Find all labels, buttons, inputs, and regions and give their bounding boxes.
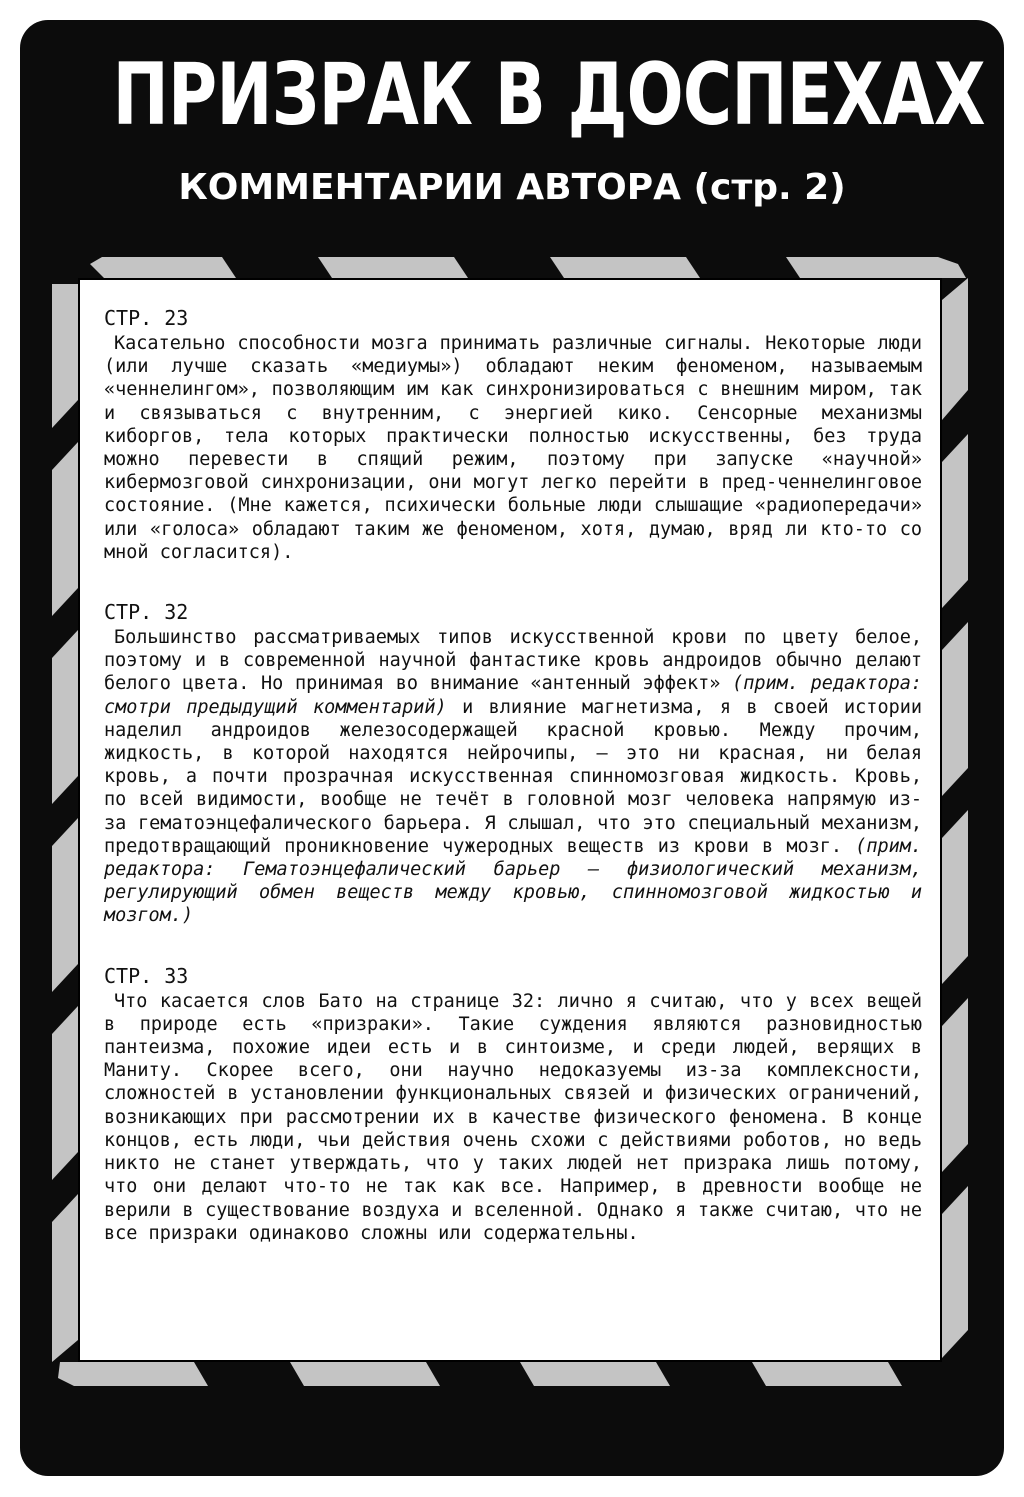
comment-page-33 (104, 964, 922, 1245)
top-stripes (90, 257, 966, 278)
right-stripes (942, 278, 968, 1358)
comment-paragraph (104, 626, 922, 928)
comment-paragraph: Касательно способности мозга принимать различные сигналы. Некоторые люди (или лучше сказать «медиумы») обладают неким феноменом, называемым «ченнелингом», позволяющим им как синхронизироваться с внешним миром, так и связываться с внутренним, с энергией кико. Сенсорные механизмы киборгов, тела которых практически полностью искусственны, без труда можно перевести в спящий режим, поэтому при запуске «научной» кибермозговой синхронизации, они могут легко перейти в пред-ченнелинговое состояние. (Мне кажется, психически больные люди слышащие «радиопередачи» или «голоса» обладают таким же феноменом, хотя, думаю, вряд ли кто-то со мной согласится). (104, 333, 922, 563)
comments-content (104, 306, 922, 1245)
page-subtitle: КОММЕНТАРИИ АВТОРА (стр. 2) (178, 167, 846, 208)
page-heading: СТР. 23 (104, 306, 189, 330)
comment-page-32 (104, 600, 922, 928)
editor-note: (прим. редактора: смотри предыдущий комментарий) (104, 673, 922, 718)
page-heading: СТР. 33 (104, 963, 189, 988)
left-stripes (52, 284, 78, 1362)
comment-text: Большинство рассматриваемых типов искусственной крови по цвету белое, поэтому и в современной научной фантастике кровь андроидов обычно делают белого цвета. Но принимая во внимание «антенный эффект» (104, 627, 922, 695)
bottom-stripes (58, 1362, 902, 1386)
comment-paragraph: Что касается слов Бато на странице 32: лично я считаю, что у всех вещей в природе есть «призраки». Такие суждения являются разновидностью пантеизма, похожие идеи есть и в синтоизме, и среди людей, верящих в Маниту. Скорее всего, они научно недоказуемы из-за комплексности, сложностей в установлении функциональных связей и физических ограничений, возникающих при рассмотрении их в качестве физического феномена. В конце концов, есть люди, чьи действия очень схожи с действиями роботов, но ведь никто не станет утверждать, что у таких людей нет призрака лишь потому, что они делают что-то не так как все. Например, в древности вообще не верили в существование воздуха и вселенной. Однако я также считаю, что не все призраки одинаково сложны или содержательны. (104, 990, 922, 1244)
editor-note: (прим. редактора: Гематоэнцефалический барьер – физиологический механизм, регулирующий обмен веществ между кровью, спинномозговой жидкостью и мозгом.) (104, 835, 923, 927)
comment-page-23 (104, 306, 922, 564)
comment-text: и влияние магнетизма, я в своей истории наделил андроидов железосодержащей красной кровью. Между прочим, жидкость, в которой находятся нейрочипы, – это ни красная, ни белая кровь, а почти прозрачная искусственная спинномозговая жидкость. Кровь, по всей видимости, вообще не течёт в головной мозг человека напрямую из-за гематоэнцефалического барьера. Я слышал, что это специальный механизм, предотвращающий проникновение чужеродных веществ из крови в мозг. (104, 696, 922, 857)
page-heading: СТР. 32 (104, 600, 189, 625)
page-title: ПРИЗРАК В ДОСПЕХАХ (112, 45, 985, 145)
